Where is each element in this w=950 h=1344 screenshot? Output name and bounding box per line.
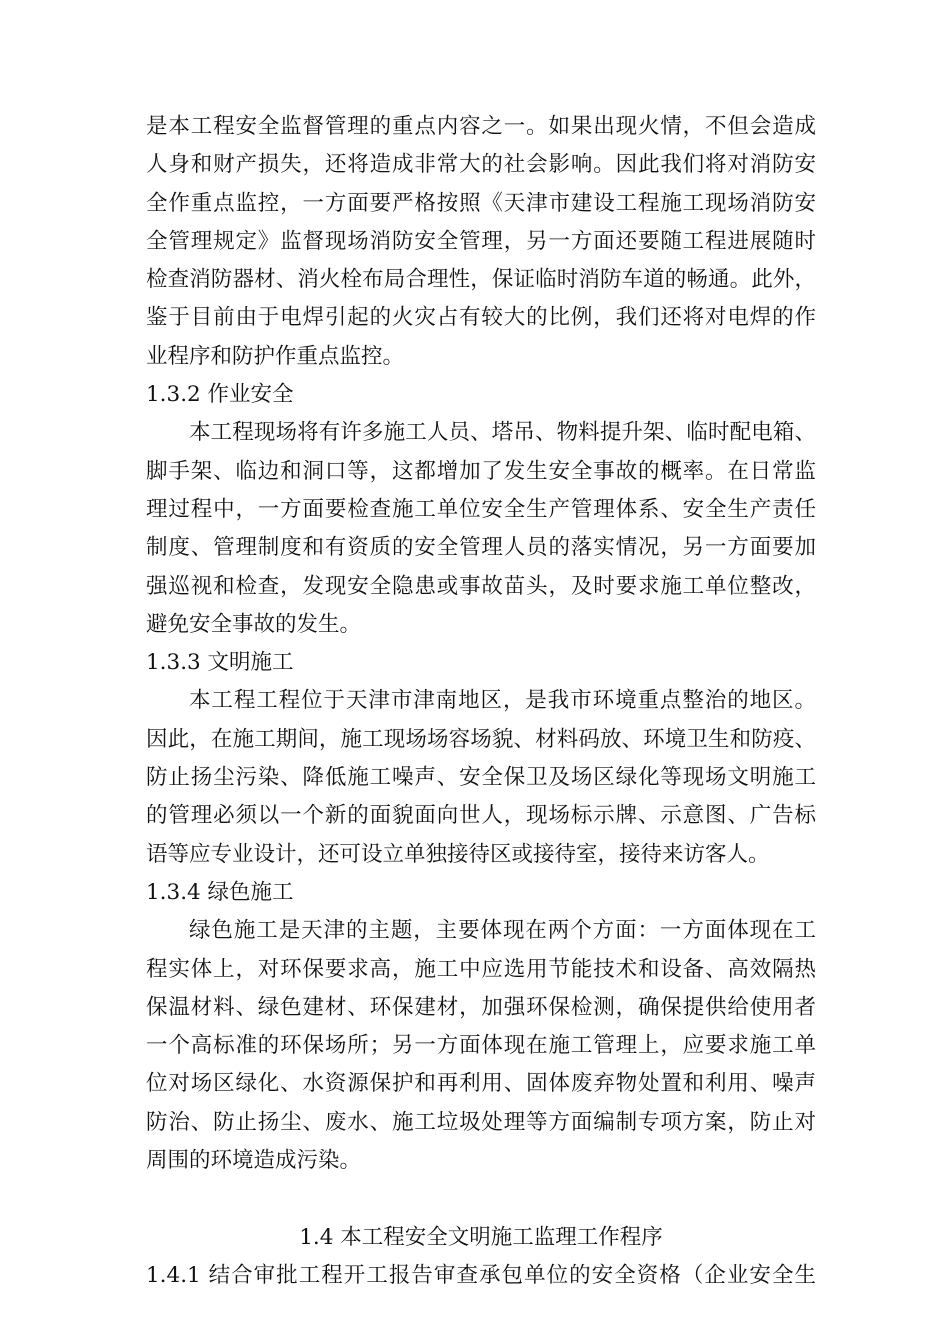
text-line: 保温材料、绿色建材、环保建材，加强环保检测，确保提供给使用者 [146, 994, 816, 1020]
text-line: 理过程中，一方面要检查施工单位安全生产管理体系、安全生产责任 [146, 496, 816, 522]
section-spacer [146, 1180, 816, 1218]
text-line: 避免安全事故的发生。 [146, 611, 362, 637]
text-line: 业程序和防护作重点监控。 [146, 343, 405, 369]
text-line: 一个高标准的环保场所；另一方面体现在施工管理上，应要求施工单 [146, 1033, 816, 1059]
text-line: 鉴于目前由于电焊引起的火灾占有较大的比例，我们还将对电焊的作 [146, 305, 816, 331]
text-line: 强巡视和检查，发现安全隐患或事故苗头，及时要求施工单位整改， [146, 573, 816, 599]
text-line: 周围的环境造成污染。 [146, 1148, 362, 1174]
text-line: 语等应专业设计，还可设立单独接待区或接待室，接待来访客人。 [146, 841, 770, 867]
paragraph-fire-safety [146, 108, 816, 376]
paragraph-work-safety [146, 414, 816, 644]
text-line: 全作重点监控，一方面要严格按照《天津市建设工程施工现场消防安 [146, 190, 816, 216]
heading-1-4-1: 1.4.1 结合审批工程开工报告审查承包单位的安全资格（企业安全生 [146, 1262, 816, 1288]
text-line: 位对场区绿化、水资源保护和再利用、固体废弃物处置和利用、噪声 [146, 1071, 816, 1097]
heading-1-3-2: 1.3.2 作业安全 [146, 382, 294, 408]
text-line: 脚手架、临边和洞口等，这都增加了发生安全事故的概率。在日常监 [146, 458, 816, 484]
document-body [146, 108, 816, 1295]
text-line: 本工程工程位于天津市津南地区，是我市环境重点整治的地区。 [189, 688, 816, 714]
text-line: 绿色施工是天津的主题，主要体现在两个方面：一方面体现在工 [189, 918, 816, 944]
heading-1-3-3: 1.3.3 文明施工 [146, 650, 294, 676]
text-line: 全管理规定》监督现场消防安全管理，另一方面还要随工程进展随时 [146, 228, 816, 254]
heading-1-3-4: 1.3.4 绿色施工 [146, 879, 294, 905]
text-line: 检查消防器材、消火栓布局合理性，保证临时消防车道的畅通。此外， [146, 267, 816, 293]
text-line: 程实体上，对环保要求高，施工中应选用节能技术和设备、高效隔热 [146, 956, 816, 982]
paragraph-civilized-construction [146, 682, 816, 873]
section-title-1-4: 1.4 本工程安全文明施工监理工作程序 [299, 1224, 663, 1250]
text-line: 是本工程安全监督管理的重点内容之一。如果出现火情，不但会造成 [146, 114, 816, 139]
text-line: 因此，在施工期间，施工现场场容场貌、材料码放、环境卫生和防疫、 [146, 726, 816, 752]
text-line: 本工程现场将有许多施工人员、塔吊、物料提升架、临时配电箱、 [189, 420, 816, 446]
paragraph-green-construction [146, 912, 816, 1180]
text-line: 的管理必须以一个新的面貌面向世人，现场标示牌、示意图、广告标 [146, 803, 816, 829]
text-line: 防止扬尘污染、降低施工噪声、安全保卫及场区绿化等现场文明施工 [146, 765, 816, 791]
text-line: 制度、管理制度和有资质的安全管理人员的落实情况，另一方面要加 [146, 535, 816, 561]
text-line: 人身和财产损失，还将造成非常大的社会影响。因此我们将对消防安 [146, 152, 816, 178]
text-line: 防治、防止扬尘、废水、施工垃圾处理等方面编制专项方案，防止对 [146, 1109, 816, 1135]
